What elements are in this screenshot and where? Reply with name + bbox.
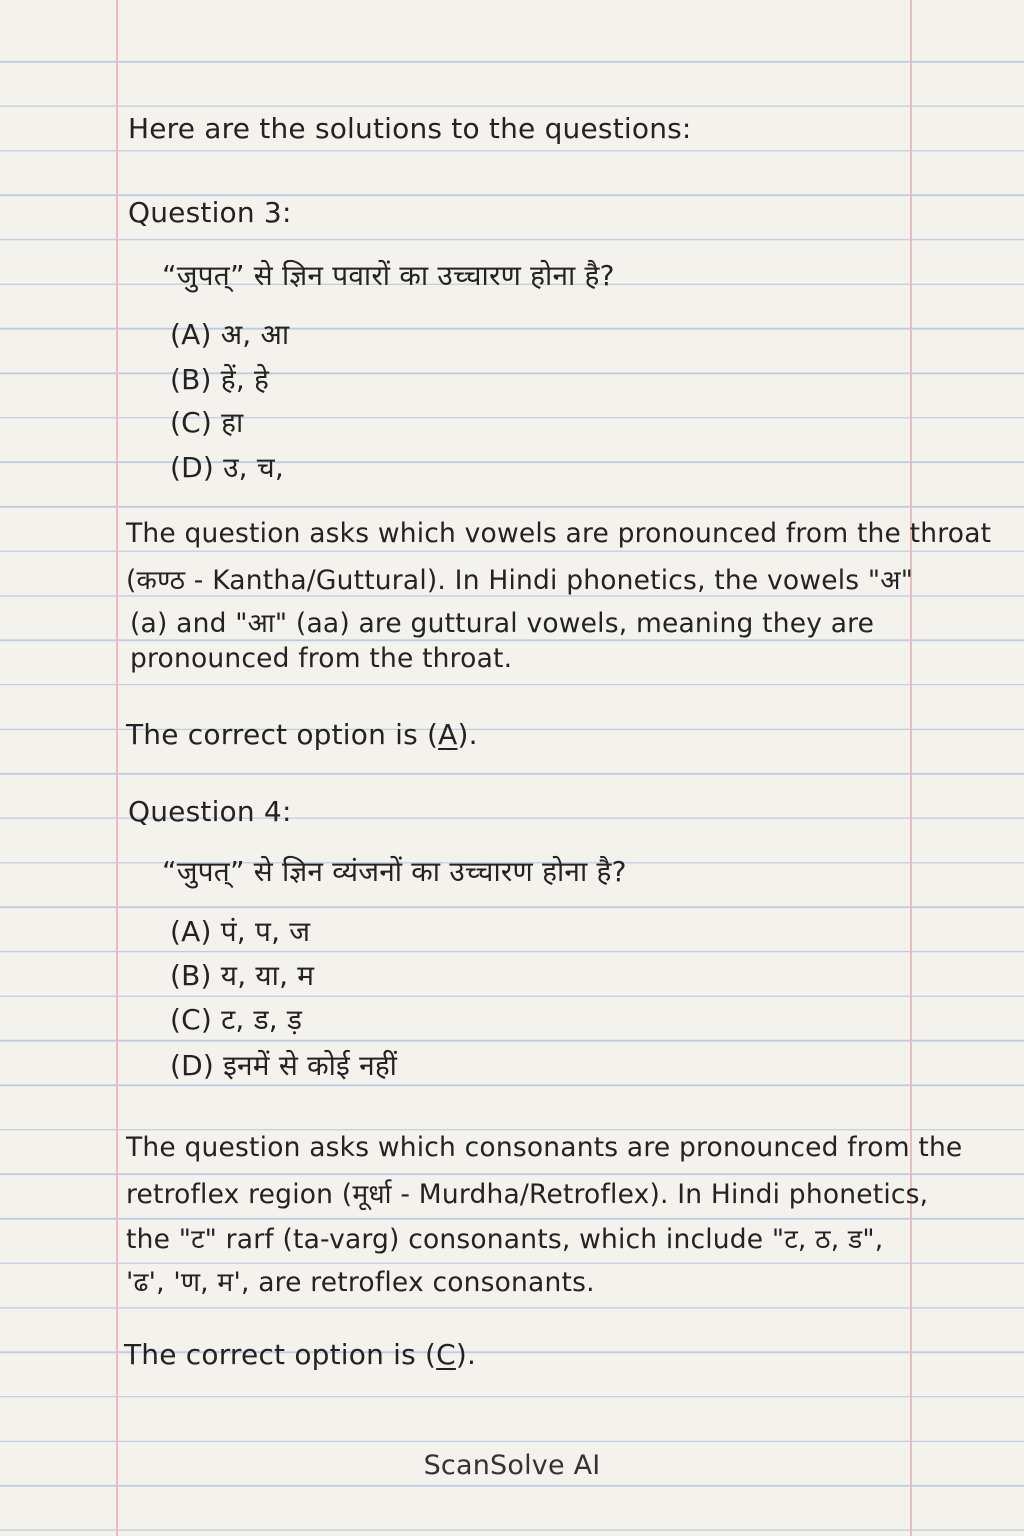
- question-4-option-a: (A) पं, प, ज: [170, 915, 311, 948]
- question-4-explanation-line: 'ढ', 'ण, म', are retroflex consonants.: [126, 1267, 595, 1298]
- question-4-explanation-line: the "ट" rarf (ta-varg) consonants, which include "ट, ठ, ड",: [126, 1224, 884, 1255]
- question-4-answer: [124, 1338, 476, 1371]
- footer-brand: ScanSolve AI: [423, 1450, 601, 1481]
- answer-letter: A: [438, 718, 458, 751]
- answer-prefix: The correct option is (: [126, 718, 439, 751]
- question-4-explanation-line: retroflex region (मूर्धा - Murdha/Retroflex). In Hindi phonetics,: [126, 1179, 929, 1210]
- question-3-option-a: (A) अ, आ: [170, 318, 290, 351]
- question-3-explanation-line: (कण्ठ - Kantha/Guttural). In Hindi phonetics, the vowels "अ": [126, 565, 914, 596]
- question-3-explanation-line: pronounced from the throat.: [130, 643, 513, 674]
- question-4-option-b: (B) य, या, म: [170, 959, 315, 992]
- right-margin-line: [910, 0, 912, 1536]
- answer-prefix: The correct option is (: [124, 1338, 437, 1371]
- answer-suffix: ).: [455, 1338, 477, 1371]
- answer-letter: C: [436, 1338, 456, 1371]
- question-4-text: “जुपत्” से ज्ञिन व्यंजनों का उच्चारण होना है?: [162, 855, 627, 888]
- question-3-explanation-line: The question asks which vowels are pronounced from the throat: [126, 518, 992, 549]
- question-3-heading: Question 3:: [128, 196, 292, 229]
- left-margin-line: [116, 0, 118, 1536]
- question-3-option-c: (C) हा: [170, 406, 244, 439]
- question-4-explanation-line: The question asks which consonants are pronounced from the: [126, 1132, 963, 1163]
- question-3-option-b: (B) हें, हे: [170, 363, 270, 396]
- question-4-option-d: (D) इनमें से कोई नहीं: [170, 1049, 398, 1082]
- intro-text: Here are the solutions to the questions:: [128, 112, 692, 145]
- question-3-explanation-line: (a) and "आ" (aa) are guttural vowels, meaning they are: [130, 608, 875, 639]
- question-3-text: “जुपत्” से ज्ञिन पवारों का उच्चारण होना है?: [162, 259, 615, 292]
- question-4-heading: Question 4:: [128, 795, 292, 828]
- question-3-option-d: (D) उ, च,: [170, 451, 284, 484]
- question-3-answer: [126, 718, 478, 751]
- answer-suffix: ).: [457, 718, 478, 751]
- question-4-option-c: (C) ट, ड, ड़: [170, 1003, 303, 1036]
